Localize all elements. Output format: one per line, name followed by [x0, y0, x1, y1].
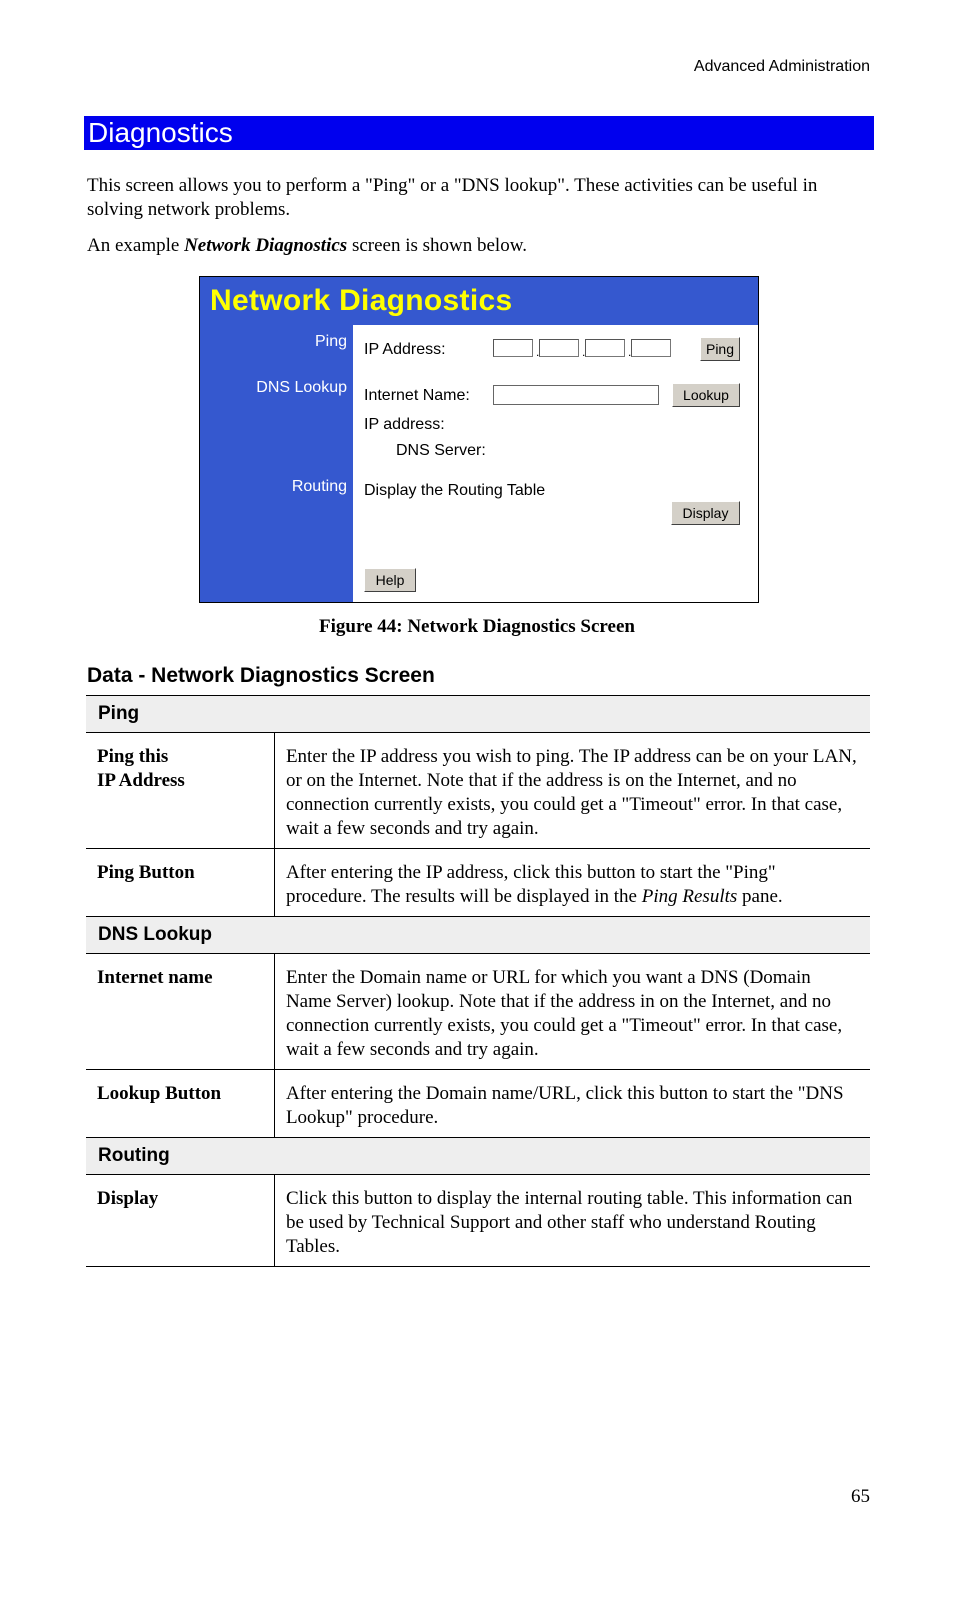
table-key-cell [86, 733, 274, 849]
help-button[interactable]: Help [364, 568, 416, 592]
table-key-cell: Display [86, 1175, 274, 1267]
sidebar-label-dns-lookup: DNS Lookup [256, 379, 347, 396]
table-desc-cell [274, 849, 870, 917]
table-desc-cell: Enter the Domain name or URL for which you want a DNS (Domain Name Server) lookup. Note that if the address in on the Internet, and no connection currently exists, you could get a "Timeout" error. In that case, wait a few seconds and try again. [274, 954, 870, 1070]
example-text-after: screen is shown below. [347, 235, 527, 256]
example-text-before: An example [87, 235, 185, 256]
table-key-cell: Internet name [86, 954, 274, 1070]
ping-button[interactable]: Ping [700, 337, 740, 361]
table-row [86, 849, 870, 917]
table-section-row [86, 917, 870, 954]
ping-button-desc-before: After entering the IP address, click this button to start the "Ping" procedure. The results will be displayed in the [285, 862, 776, 907]
page-number: 65 [851, 1486, 870, 1507]
ping-results-term: Ping Results [641, 886, 738, 907]
ping-ip-key-line1: Ping this [97, 746, 169, 767]
table-desc-cell: After entering the Domain name/URL, click this button to start the "DNS Lookup" procedure. [274, 1070, 870, 1138]
running-header: Advanced Administration [693, 58, 870, 75]
table-row [86, 733, 870, 849]
data-table [86, 695, 870, 1267]
sidebar-label-routing: Routing [291, 478, 347, 495]
figure-caption: Figure 44: Network Diagnostics Screen [319, 616, 635, 637]
section-title: Diagnostics [84, 116, 874, 150]
dns-server-label: DNS Server: [396, 442, 486, 459]
data-heading: Data - Network Diagnostics Screen [87, 664, 435, 687]
screenshot-main [353, 325, 758, 603]
internet-name-input[interactable] [493, 385, 659, 405]
table-section-ping: Ping [86, 696, 870, 733]
display-button[interactable]: Display [671, 501, 740, 525]
ip-dot-separator: . [628, 345, 632, 359]
table-section-row [86, 1138, 870, 1175]
internet-name-label: Internet Name: [364, 387, 470, 404]
ip-octet-4-input[interactable] [631, 339, 671, 357]
lookup-button[interactable]: Lookup [672, 383, 740, 407]
example-emphasis: Network Diagnostics [184, 235, 348, 256]
example-paragraph [87, 234, 872, 258]
sidebar-label-ping: Ping [314, 333, 347, 350]
table-section-row [86, 696, 870, 733]
ip-dot-separator: . [582, 345, 586, 359]
table-section-dns: DNS Lookup [86, 917, 870, 954]
table-desc-cell: Enter the IP address you wish to ping. The IP address can be on your LAN, or on the Internet. Note that if the address is on the Internet, and no connection currently exists, you could get a "Timeout" error. In that case, wait a few seconds and try again. [274, 733, 870, 849]
intro-paragraph: This screen allows you to perform a "Ping" or a "DNS lookup". These activities can be useful in solving network problems. [87, 175, 818, 220]
table-key-cell: Ping Button [86, 849, 274, 917]
table-section-routing: Routing [86, 1138, 870, 1175]
ping-ip-key-line2: IP Address [97, 770, 185, 791]
ip-dot-separator: . [536, 345, 540, 359]
table-row [86, 954, 870, 1070]
network-diagnostics-screenshot [199, 276, 759, 603]
ip-address-label: IP Address: [364, 341, 446, 358]
screenshot-title: Network Diagnostics [200, 277, 758, 325]
ip-octet-1-input[interactable] [493, 339, 533, 357]
routing-table-text: Display the Routing Table [364, 482, 546, 499]
table-row [86, 1175, 870, 1267]
ip-octet-2-input[interactable] [539, 339, 579, 357]
table-desc-cell: Click this button to display the internal routing table. This information can be used by Technical Support and other staff who understand Routing Tables. [274, 1175, 870, 1267]
screenshot-sidebar [200, 325, 353, 603]
ip-address-result-label: IP address: [364, 416, 445, 433]
table-row [86, 1070, 870, 1138]
ping-button-desc-after: pane. [737, 886, 783, 907]
table-key-cell: Lookup Button [86, 1070, 274, 1138]
ip-octet-3-input[interactable] [585, 339, 625, 357]
